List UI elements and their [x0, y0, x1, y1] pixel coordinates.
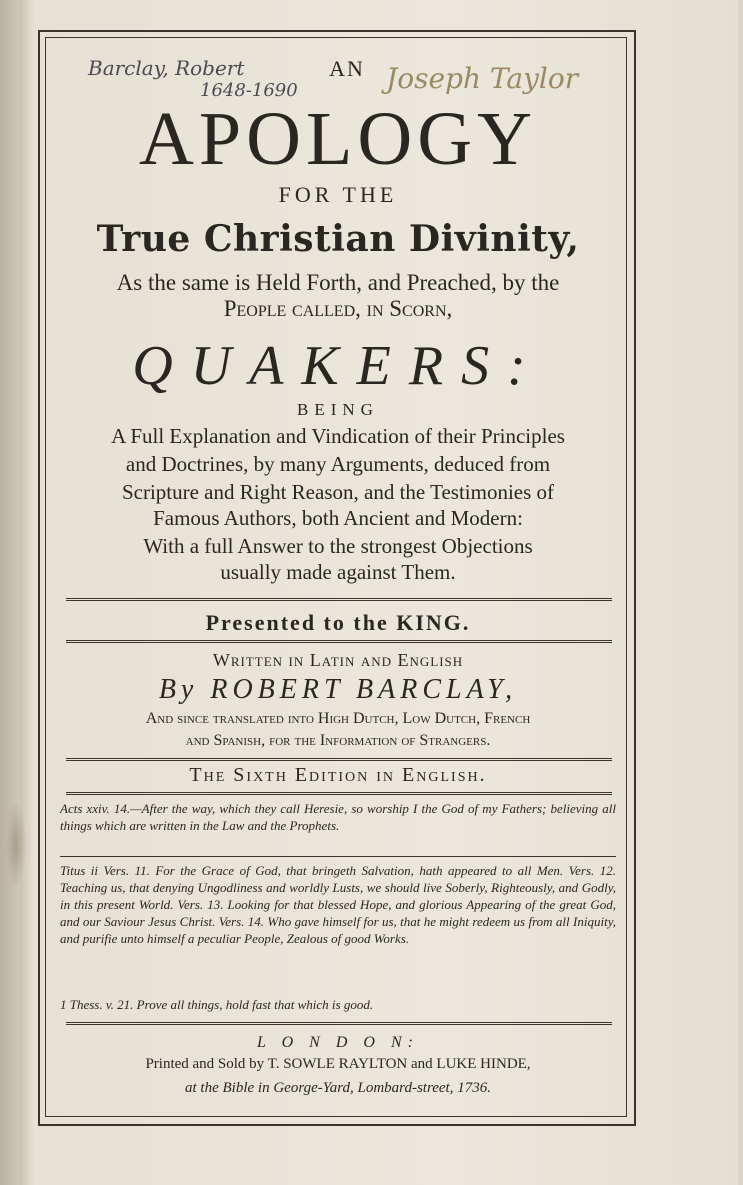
- paper-stain: [6, 800, 26, 890]
- handwritten-owner-signature: Joseph Taylor: [386, 62, 579, 95]
- imprint-printed-by: Printed and Sold by T. SOWLE RAYLTON and LUKE HINDE,: [145, 1056, 531, 1072]
- title-quakers: QUAKERS:: [132, 335, 544, 397]
- translated-line-1: And since translated into High Dutch, Low Dutch, French: [145, 710, 531, 727]
- translated-line-2: and Spanish, for the Information of Strangers.: [185, 732, 491, 749]
- imprint-london: L O N D O N:: [257, 1034, 419, 1051]
- handwritten-author-dates: 1648-1690: [200, 80, 298, 101]
- written-in-latin-english: Written in Latin and English: [212, 650, 464, 670]
- rule-after-presented: [66, 640, 612, 643]
- title-people: People called, in Scorn,: [223, 296, 453, 321]
- epigraph-thessalonians: 1 Thess. v. 21. Prove all things, hold fast that which is good.: [60, 997, 374, 1012]
- description-line-2: and Doctrines, by many Arguments, deduced from: [125, 452, 551, 476]
- title-for-the: FOR THE: [278, 182, 398, 207]
- epigraph-acts: Acts xxiv. 14.—After the way, which they call Heresie, so worship I the God of my Fathers; believing all things which are written in the Law and the Prophets.: [60, 801, 616, 833]
- by-robert-barclay: By ROBERT BARCLAY,: [158, 674, 518, 705]
- description-line-6: usually made against Them.: [220, 560, 456, 584]
- description-line-3: Scripture and Right Reason, and the Testimonies of: [121, 480, 555, 504]
- book-spine-edge: [0, 0, 20, 1185]
- title-being: BEING: [297, 400, 379, 419]
- imprint-address: at the Bible in George-Yard, Lombard-street, 1736.: [185, 1080, 491, 1096]
- rule-after-edition: [66, 792, 612, 795]
- description-line-1: A Full Explanation and Vindication of their Principles: [111, 424, 565, 448]
- handwritten-author-name: Barclay, Robert: [88, 56, 245, 80]
- title-an: AN: [329, 56, 365, 81]
- edition-statement: The Sixth Edition in English.: [189, 764, 487, 786]
- description-line-5: With a full Answer to the strongest Objections: [143, 534, 533, 558]
- title-held-forth: As the same is Held Forth, and Preached, by the: [116, 270, 560, 295]
- rule-before-imprint: [66, 1022, 612, 1025]
- rule-before-edition: [66, 758, 612, 761]
- epigraph-titus: Titus ii Vers. 11. For the Grace of God, that bringeth Salvation, hath appeared to all Men. Vers. 12. Teaching us, that denying Ungodliness and worldly Lusts, we should live Soberly, Righteously, and Godly, in this present World. Vers. 13. Looking for that blessed Hope, and glorious Appearing of the great God, and our Saviour Jesus Christ. Vers. 14. Who gave himself for us, that he might redeem us from all Iniquity, and purifie unto himself a peculiar People, Zealous of good Works.: [60, 863, 616, 946]
- title-apology: APOLOGY: [138, 97, 538, 181]
- rule-after-title: [66, 598, 612, 601]
- rule-after-acts: [60, 856, 616, 857]
- description-line-4: Famous Authors, both Ancient and Modern:: [153, 506, 523, 530]
- title-divinity: True Christian Divinity,: [96, 218, 580, 260]
- presented-to-king: Presented to the KING.: [205, 610, 471, 635]
